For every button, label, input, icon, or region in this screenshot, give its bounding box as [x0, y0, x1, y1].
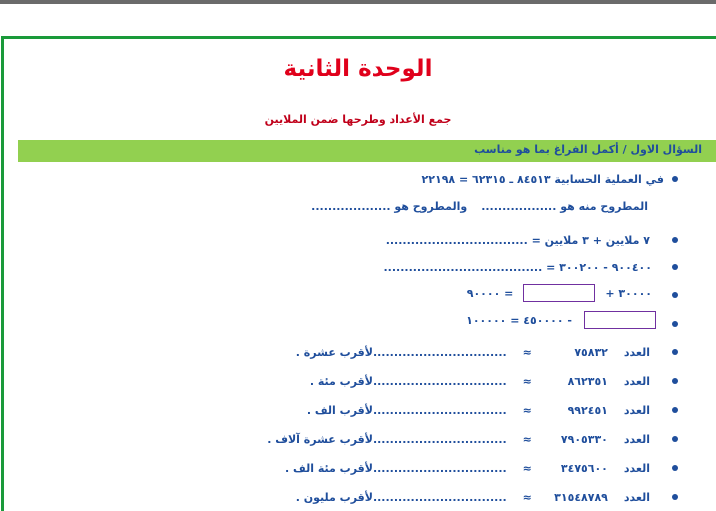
unit-title: الوحدة الثانية: [283, 56, 433, 82]
exercise-line: [467, 282, 652, 304]
approx-symbol: ≈: [522, 403, 532, 417]
rounding-row: [296, 343, 650, 361]
bullet-icon: [672, 378, 678, 384]
bullet-icon: [672, 465, 678, 471]
rounding-label: لأقرب مليون .: [295, 490, 373, 504]
rounding-number: ٣١٥٤٨٧٨٩: [554, 490, 608, 504]
rounding-row: [296, 488, 650, 506]
rounding-label: لأقرب مئة الف .: [285, 461, 373, 475]
answer-blank[interactable]: ................................: [372, 461, 507, 475]
approx-symbol: ≈: [522, 432, 532, 446]
rounding-row: [285, 459, 650, 477]
answer-box[interactable]: [584, 311, 656, 329]
rounding-number: ٧٥٨٣٢: [574, 345, 608, 359]
rounding-row: [307, 401, 650, 419]
answer-box[interactable]: [523, 284, 595, 302]
word-number: العدد: [623, 432, 650, 446]
rounding-number: ٧٩٠٥٣٣٠: [560, 432, 608, 446]
rounding-label: لأقرب مئة .: [309, 374, 373, 388]
word-number: العدد: [623, 374, 650, 388]
rounding-number: ٩٩٢٤٥١: [567, 403, 608, 417]
approx-symbol: ≈: [522, 374, 532, 388]
rounding-number: ٨٦٢٣٥١: [567, 374, 608, 388]
bullet-icon: [672, 321, 678, 327]
lesson-title: جمع الأعداد وطرحها ضمن الملايين: [264, 113, 452, 126]
approx-symbol: ≈: [522, 461, 532, 475]
word-number: العدد: [623, 345, 650, 359]
answer-blank[interactable]: ................................: [372, 374, 507, 388]
subtrahend-prompt[interactable]: والمطروح هو ...................: [311, 199, 468, 213]
answer-blank[interactable]: ................................: [372, 403, 507, 417]
exercise-line: [384, 258, 653, 276]
exercise-line: [386, 231, 650, 249]
answer-blank[interactable]: ................................: [372, 490, 507, 504]
word-number: العدد: [623, 461, 650, 475]
answer-blank[interactable]: ................................: [372, 345, 507, 359]
window-top-bar: [0, 0, 716, 4]
rounding-row: [267, 430, 650, 448]
rounding-label: لأقرب عشرة آلاف .: [267, 432, 373, 446]
exercise-text: - ٤٥٠٠٠٠ = ١٠٠٠٠٠: [466, 313, 572, 327]
exercise-text: في العملية الحسابية ٨٤٥١٣ ـ ٦٢٣١٥ = ٢٢١٩٨: [421, 172, 664, 186]
word-number: العدد: [623, 403, 650, 417]
exercise-text[interactable]: ٧ ملايين + ٣ ملايين = ..................................: [385, 233, 650, 247]
rounding-label: لأقرب الف .: [306, 403, 373, 417]
question-header: السؤال الاول / أكمل الفراغ بما هو مناسب: [474, 143, 702, 156]
exercise-line: [422, 170, 664, 188]
approx-symbol: ≈: [522, 490, 532, 504]
bullet-icon: [672, 494, 678, 500]
bullet-icon: [672, 436, 678, 442]
exercise-text[interactable]: ٩٠٠٤٠٠ - ٣٠٠٢٠٠ = ......................................: [383, 260, 652, 274]
exercise-line: [466, 309, 656, 331]
bullet-icon: [672, 176, 678, 182]
bullet-icon: [672, 264, 678, 270]
bullet-icon: [672, 237, 678, 243]
question-header-band: [18, 140, 716, 162]
exercise-line: [311, 197, 648, 215]
rounding-row: [310, 372, 650, 390]
bullet-icon: [672, 349, 678, 355]
minuend-prompt[interactable]: المطروح منه هو ..................: [481, 199, 648, 213]
bullet-icon: [672, 407, 678, 413]
approx-symbol: ≈: [522, 345, 532, 359]
bullet-icon: [672, 292, 678, 298]
exercise-text: = ٩٠٠٠٠: [466, 286, 514, 300]
exercise-text: ٣٠٠٠٠ +: [605, 286, 652, 300]
rounding-number: ٣٤٧٥٦٠٠: [560, 461, 608, 475]
answer-blank[interactable]: ................................: [372, 432, 507, 446]
rounding-label: لأقرب عشرة .: [295, 345, 373, 359]
word-number: العدد: [623, 490, 650, 504]
